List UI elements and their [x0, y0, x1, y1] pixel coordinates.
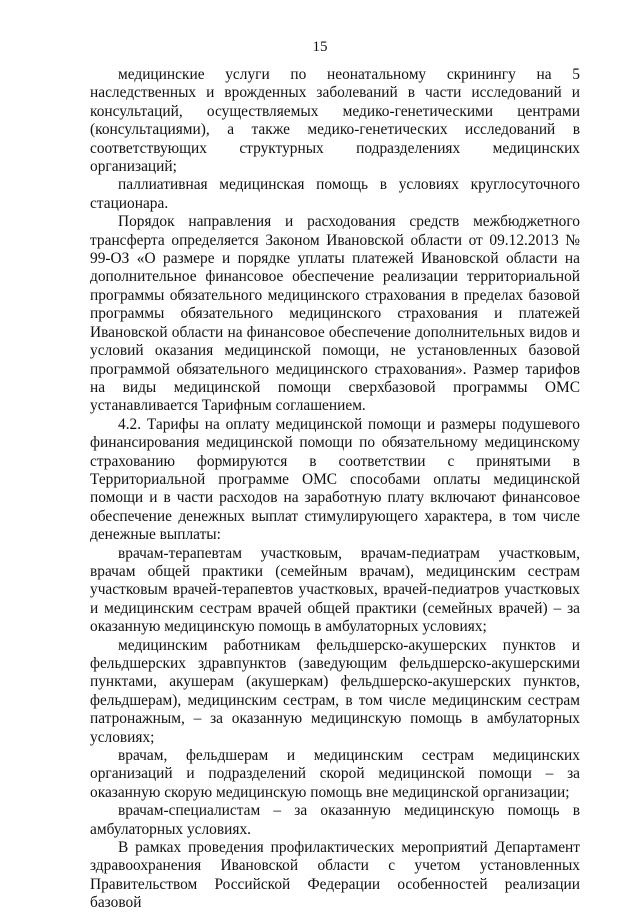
page-number: 15 — [312, 39, 328, 55]
paragraph-preventive-measures: В рамках проведения профилактических мероприятий Департамент здравоохранения Ивановской области с учетом установленных Правительством Российской Федерации особенностей реализации базовой — [90, 839, 580, 912]
paragraph-transfer-procedure: Порядок направления и расходования средств межбюджетного трансферта определяется Законом Ивановской области от 09.12.2013 № 99-ОЗ «О размере и порядке уплаты платежей Ивановской области на дополнительное финансовое обеспечение реализации территориальной программы обязательного медицинского страхования в пределах базовой программы обязательного медицинского страхования и платежей Ивановской области на финансовое обеспечение дополнительных видов и условий оказания медицинской помощи, не установленных базовой программой обязательного медицинского страхования». Размер тарифов на виды медицинской помощи сверхбазовой программы ОМС устанавливается Тарифным соглашением. — [90, 213, 580, 415]
document-body — [90, 66, 580, 913]
paragraph-specialists: врачам-специалистам – за оказанную медицинскую помощь в амбулаторных условиях. — [90, 802, 580, 838]
paragraph-emergency-care: врачам, фельдшерам и медицинским сестрам медицинских организаций и подразделений скорой медицинской помощи – за оказанную скорую медицинскую помощь вне медицинской организации; — [90, 747, 580, 801]
paragraph-feldsher-stations: медицинским работникам фельдшерско-акушерских пунктов и фельдшерских здравпунктов (заведующим фельдшерско-акушерскими пунктами, акушерам (акушеркам) фельдшерско-акушерских пунктов, фельдшерам), медицинским сестрам, в том числе медицинским сестрам патронажным, – за оказанную медицинскую помощь в амбулаторных условиях; — [90, 636, 580, 746]
paragraph-section-4-2: 4.2. Тарифы на оплату медицинской помощи и размеры подушевого финансирования медицинской помощи по обязательному медицинскому страхованию формируются в соответствии с принятыми в Территориальной программе ОМС способами оплаты медицинской помощи и в части расходов на заработную плату включают финансовое обеспечение денежных выплат стимулирующего характера, в том числе денежные выплаты: — [90, 415, 580, 544]
paragraph-district-physicians: врачам-терапевтам участковым, врачам-педиатрам участковым, врачам общей практики (семейным врачам), медицинским сестрам участковым врачей-терапевтов участковых, врачей-педиатров участковых и медицинским сестрам врачей общей практики (семейных врачей) – за оказанную медицинскую помощь в амбулаторных условиях; — [90, 544, 580, 636]
paragraph-palliative-care: паллиативная медицинская помощь в условиях круглосуточного стационара. — [90, 176, 580, 212]
paragraph-screening-services: медицинские услуги по неонатальному скринингу на 5 наследственных и врожденных заболеваний в части исследований и консультаций, осуществляемых медико-генетическими центрами (консультациями), а также медико-генетических исследований в соответствующих структурных подразделениях медицинских организаций; — [90, 66, 580, 176]
